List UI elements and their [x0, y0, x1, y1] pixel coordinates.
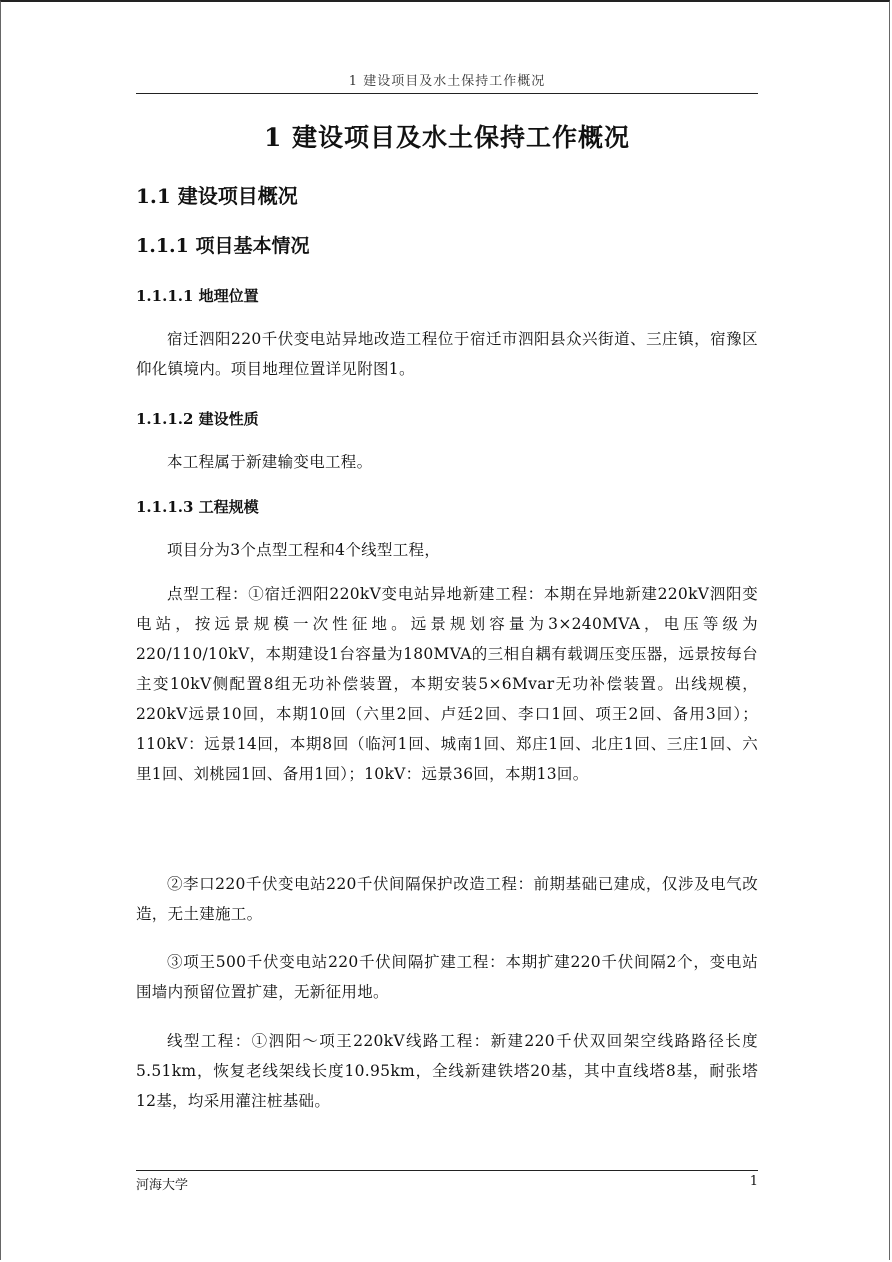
- section-title: 1.1 建设项目概况: [136, 184, 298, 208]
- paragraph-location: 宿迁泗阳220千伏变电站异地改造工程位于宿迁市泗阳县众兴街道、三庄镇，宿豫区仰化镇境内。项目地理位置详见附图1。: [136, 330, 758, 378]
- heading-scale: 1.1.1.3 工程规模: [136, 498, 259, 516]
- paragraph-nature: 本工程属于新建输变电工程。: [167, 453, 373, 471]
- subsection-title: 1.1.1 项目基本情况: [136, 235, 310, 257]
- paragraph-line-project-1: 线型工程：①泗阳～项王220kV线路工程：新建220千伏双回架空线路路径长度5.51km，恢复老线架线长度10.95km，全线新建铁塔20基，其中直线塔8基，耐张塔12基，均采用灌注桩基础。: [136, 1032, 758, 1110]
- heading-nature: 1.1.1.2 建设性质: [136, 410, 259, 428]
- footer-rule: [136, 1170, 758, 1171]
- footer-organization: 河海大学: [136, 1178, 189, 1193]
- running-header: 1 建设项目及水土保持工作概况: [348, 74, 546, 89]
- paragraph-point-project-2: ②李口220千伏变电站220千伏间隔保护改造工程：前期基础已建成，仅涉及电气改造，无土建施工。: [136, 875, 758, 923]
- chapter-title: 1 建设项目及水土保持工作概况: [263, 123, 631, 152]
- page-number: 1: [749, 1174, 758, 1189]
- header-rule: [136, 93, 758, 94]
- paragraph-point-project-3: ③项王500千伏变电站220千伏间隔扩建工程：本期扩建220千伏间隔2个，变电站围墙内预留位置扩建，无新征用地。: [136, 953, 758, 1001]
- paragraph-scale-intro: 项目分为3个点型工程和4个线型工程，: [167, 541, 441, 559]
- paragraph-point-project-1: 点型工程：①宿迁泗阳220kV变电站异地新建工程：本期在异地新建220kV泗阳变电站，按远景规模一次性征地。远景规划容量为3×240MVA，电压等级为220/110/10kV，本期建设1台容量为180MVA的三相自耦有载调压变压器，远景按每台主变10kV侧配置8组无功补偿装置，本期安装5×6Mvar无功补偿装置。出线规模，220kV远景10回，本期10回（六里2回、卢廷2回、李口1回、项王2回、备用3回）；110kV：远景14回，本期8回（临河1回、城南1回、郑庄1回、北庄1回、三庄1回、六里1回、刘桃园1回、备用1回）；10kV：远景36回，本期13回。: [136, 585, 758, 783]
- heading-location: 1.1.1.1 地理位置: [136, 287, 259, 305]
